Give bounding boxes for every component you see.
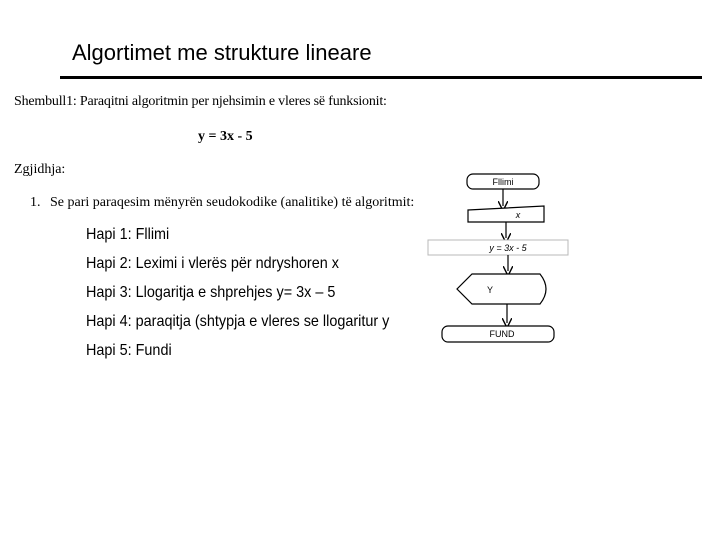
- step-2: Hapi 2: Leximi i vlerës për ndryshoren x: [86, 255, 339, 272]
- solution-label: Zgjidhja:: [14, 162, 66, 177]
- input-block: [468, 206, 544, 222]
- output-label: Y: [486, 285, 494, 295]
- function-formula: y = 3x - 5: [198, 129, 253, 144]
- algorithm-steps: [86, 224, 423, 369]
- slide-title: Algortimet me strukture lineare: [72, 40, 372, 65]
- step-3: Hapi 3: Llogaritja e shprehjes y= 3x – 5: [86, 284, 336, 301]
- step-5: Hapi 5: Fundi: [86, 342, 172, 359]
- title-divider: [60, 76, 702, 79]
- process-label: y = 3x - 5: [489, 243, 527, 253]
- pseudocode-intro-text: Se pari paraqesim mënyrën seudokodike (analitike) të algoritmit:: [50, 195, 415, 210]
- step-1: Hapi 1: Fllimi: [86, 226, 170, 243]
- pseudocode-intro: [30, 195, 414, 211]
- end-label: FUND: [489, 329, 515, 339]
- list-number: 1.: [30, 195, 41, 210]
- output-block: [457, 274, 546, 304]
- flowchart: [420, 168, 570, 348]
- step-4: Hapi 4: paraqitja (shtypja e vleres se llogaritur y: [86, 313, 390, 330]
- input-label: x: [515, 210, 521, 220]
- example-statement: Shembull1: Paraqitni algoritmin per njehsimin e vleres së funksionit:: [14, 94, 387, 109]
- start-label: Fllimi: [492, 177, 514, 187]
